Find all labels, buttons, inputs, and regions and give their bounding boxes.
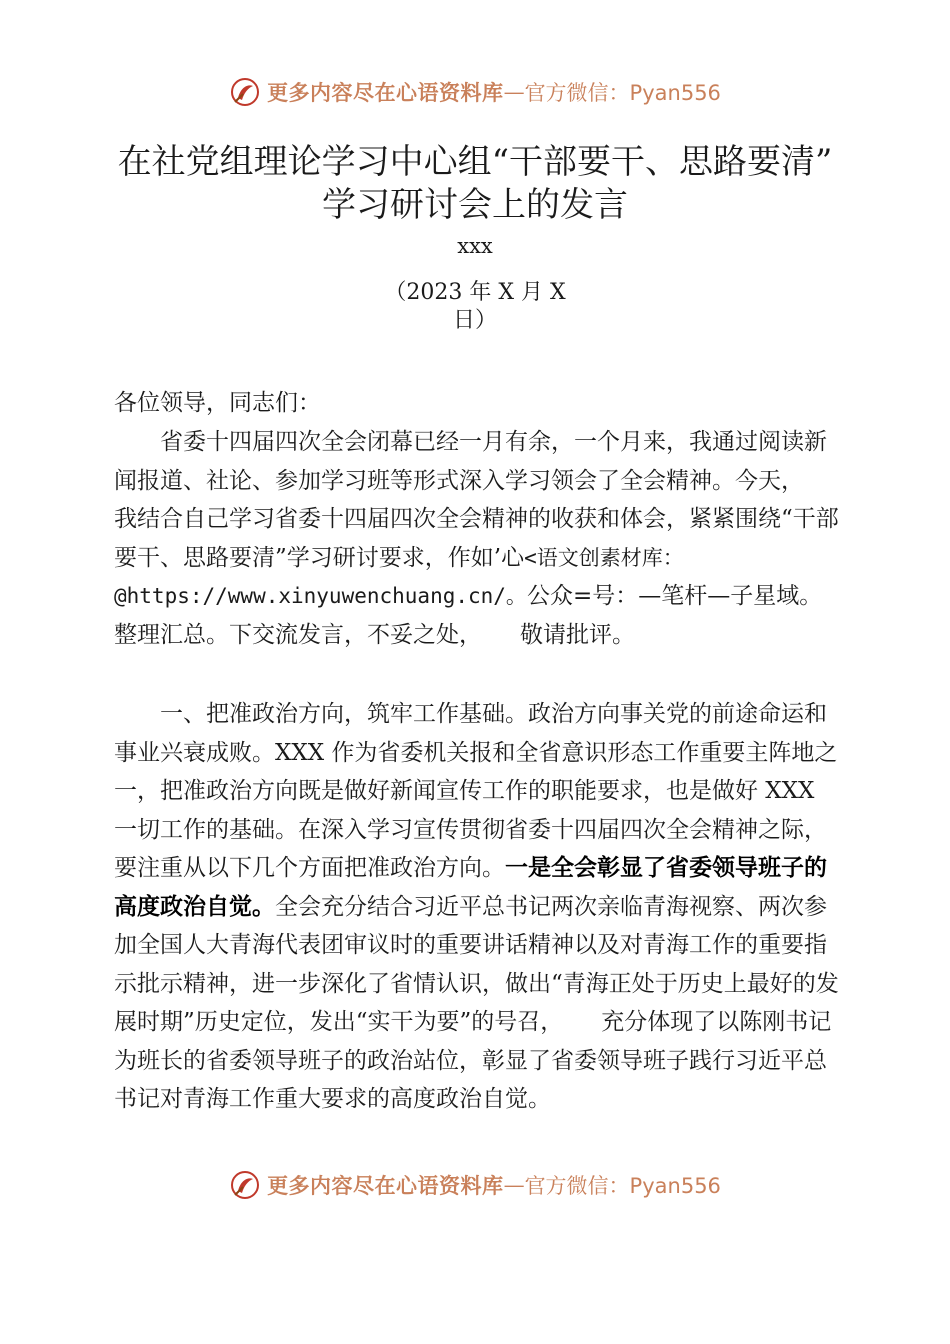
paragraph-intro-part-b: 我结合自己学习省委十四届四次全会精神的收获和体会，紧紧围绕“干部要干、思路要清”学习研讨要求，作如’心 <box>114 506 839 571</box>
banner-separator: — <box>503 80 525 104</box>
banner-contact-text: 官方微信：Pyan556 <box>524 1174 721 1198</box>
document-title-line-1: 在社党组理论学习中心组“干部要干、思路要清” <box>117 142 833 182</box>
salutation: 各位领导，同志们： <box>114 390 321 416</box>
paragraph-section-one-part-b: 全会充分结合习近平总书记两次亲临青海视察、两次参加全国人大青海代表团审议时的重要讲话精神以及对青海工作的重要指示批示精神，进一步深化了省情认识，做出“青海正处于历史上最好的发展时期”历史定位，发出“实干为要”的号召， <box>114 893 839 1035</box>
document-date-line-2: 日） <box>452 308 497 333</box>
banner-brand-text: 更多内容尽在心语资料库 <box>267 80 504 105</box>
paragraph-section-one-part-a: 一、把准政治方向，筑牢工作基础。政治方向事关党的前途命运和事业兴衰成败。XXX 作为省委机关报和全省意识形态工作重要主阵地之一，把准政治方向既是做好新闻宣传工作的职能要求，也是做好 XXX 一切工作的基础。在深入学习宣传贯彻省委十四届四次全会精神之际，要注重从以下几个方面把准政治方向。 <box>114 701 838 881</box>
paragraph-intro <box>114 423 844 654</box>
paragraph-intro-part-d: 公众=号：—笔杆—子星域。整理汇总。下交流发言，不妥之处， <box>114 583 823 648</box>
document-date-line-1: （2023 年 X 月 X <box>384 280 566 305</box>
paragraph-section-one-emphasis: 一是全会彰显了省委领导班子的高度政治自觉。 <box>114 855 827 920</box>
banner-separator: — <box>503 1173 525 1197</box>
header-watermark-banner <box>0 70 950 114</box>
paragraph-section-one-part-c: 充分体现了以陈刚书记为班长的省委领导班子的政治站位，彰显了省委领导班子践行习近平总书记对青海工作重大要求的高度政治自觉。 <box>114 1009 832 1112</box>
brand-logo-icon <box>229 76 261 108</box>
banner-brand-text: 更多内容尽在心语资料库 <box>267 1173 504 1198</box>
paragraph-intro-part-e: 敬请批评。 <box>520 621 635 648</box>
footer-watermark-banner <box>0 1163 950 1207</box>
banner-contact-text: 官方微信：Pyan556 <box>524 81 721 105</box>
paragraph-intro-url-line: <语文创素材库：@https://www.xinyuwenchuang.cn/。 <box>114 545 684 608</box>
paragraph-intro-part-a: 省委十四届四次全会闭幕已经一月有余，一个月来，我通过阅读新闻报道、社论、参加学习班等形式深入学习领会了全会精神。今天， <box>114 429 827 494</box>
paragraph-section-one <box>114 695 844 1119</box>
brand-logo-icon <box>229 1169 261 1201</box>
document-title-line-2: 学习研讨会上的发言 <box>322 185 628 225</box>
document-author: xxx <box>457 234 493 258</box>
